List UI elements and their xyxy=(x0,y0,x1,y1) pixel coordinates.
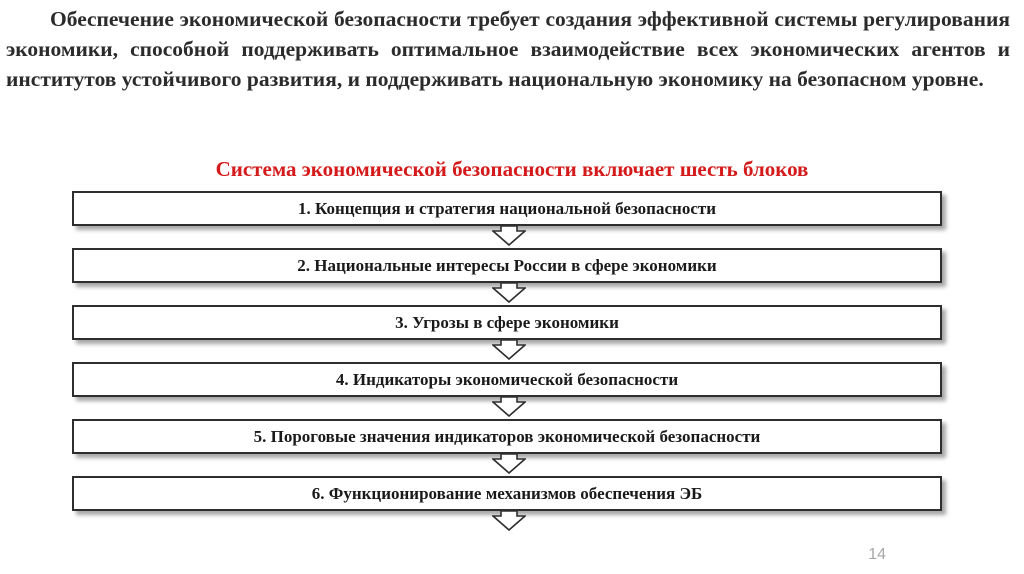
block-2: 2. Национальные интересы России в сфере экономики xyxy=(72,248,942,283)
down-arrow-icon xyxy=(72,397,942,419)
block-flow xyxy=(72,191,942,533)
down-arrow-icon xyxy=(72,226,942,248)
down-arrow-icon xyxy=(72,340,942,362)
block-3: 3. Угрозы в сфере экономики xyxy=(72,305,942,340)
block-6: 6. Функционирование механизмов обеспечения ЭБ xyxy=(72,476,942,511)
down-arrow-icon xyxy=(72,511,942,533)
down-arrow-icon xyxy=(72,454,942,476)
block-1: 1. Концепция и стратегия национальной безопасности xyxy=(72,191,942,226)
down-arrow-icon xyxy=(72,283,942,305)
page-number: 14 xyxy=(868,546,886,563)
block-5: 5. Пороговые значения индикаторов экономической безопасности xyxy=(72,419,942,454)
block-4: 4. Индикаторы экономической безопасности xyxy=(72,362,942,397)
intro-paragraph: Обеспечение экономической безопасности требует создания эффективной системы регулирования экономики, способной поддерживать оптимальное взаимодействие всех экономических агентов и институтов устойчивого развития, и поддерживать национальную экономику на безопасном уровне. xyxy=(6,7,1010,91)
diagram-heading: Система экономической безопасности включает шесть блоков xyxy=(215,157,809,181)
